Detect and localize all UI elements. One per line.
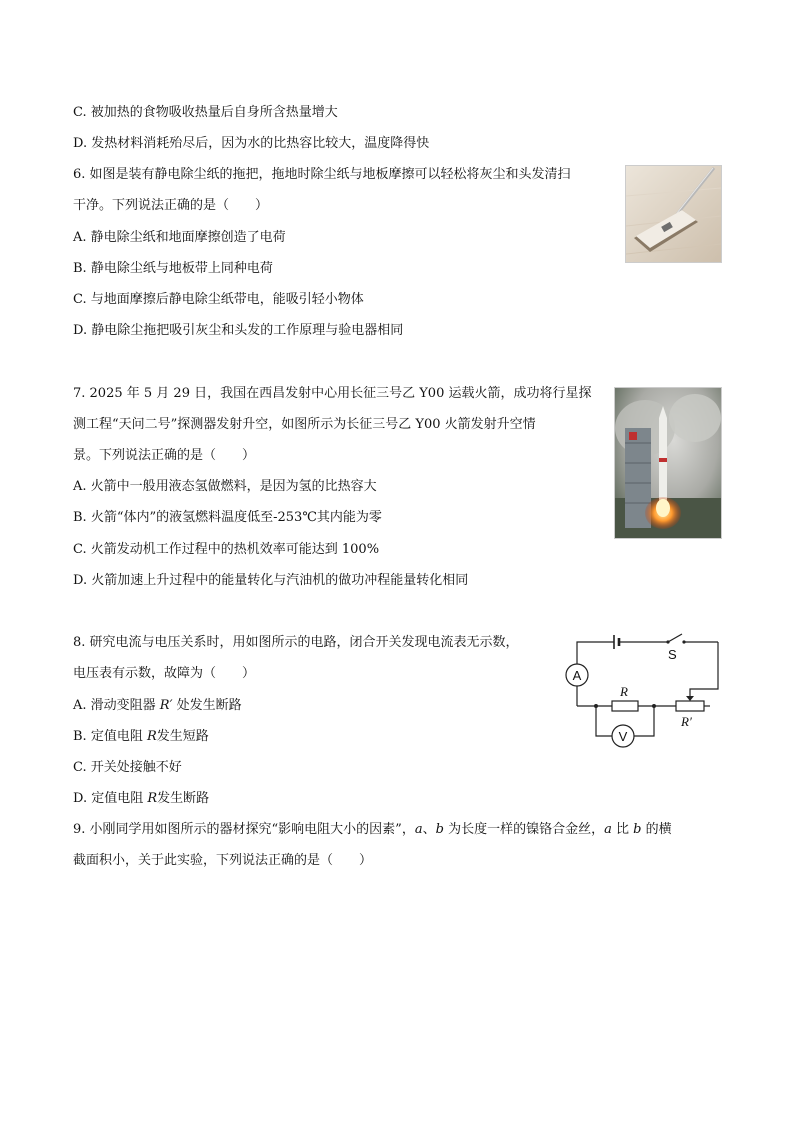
mop-photo <box>625 165 722 263</box>
q9-stem-line-2: 截面积小，关于此实验，下列说法正确的是（ ） <box>73 853 373 868</box>
switch-contact-right <box>682 640 685 643</box>
resistor-r-box <box>612 701 638 711</box>
q7-option-d: D. 火箭加速上升过程中的能量转化与汽油机的做功冲程能量转化相同 <box>73 573 469 588</box>
switch-label: S <box>668 647 677 662</box>
rheostat-label: R′ <box>681 714 692 729</box>
q6-stem-line-1: 6. 如图是装有静电除尘纸的拖把，拖地时除尘纸与地板摩擦可以轻松将灰尘和头发清扫 <box>73 167 571 182</box>
q5-option-c: C. 被加热的食物吸收热量后自身所含热量增大 <box>73 105 338 120</box>
ammeter-label: A <box>572 668 582 683</box>
wire-left-top <box>577 642 614 664</box>
rheostat-box <box>676 701 704 711</box>
q9-stem-line-1: 9. 小刚同学用如图所示的器材探究“影响电阻大小的因素”，a、b 为长度一样的镍铬合金丝，a 比 b 的横 <box>73 822 672 837</box>
q6-option-c: C. 与地面摩擦后静电除尘纸带电，能吸引轻小物体 <box>73 292 364 307</box>
wire-voltmeter-left <box>596 706 612 736</box>
rheostat-slider-arrow <box>686 696 694 701</box>
q6-option-d: D. 静电除尘拖把吸引灰尘和头发的工作原理与验电器相同 <box>73 323 404 338</box>
q6-option-b: B. 静电除尘纸与地板带上同种电荷 <box>73 261 273 276</box>
q8-option-a: A. 滑动变阻器 R′ 处发生断路 <box>73 698 242 713</box>
wire-right <box>690 642 718 698</box>
q8-stem-line-1: 8. 研究电流与电压关系时，用如图所示的电路，闭合开关发现电流表无示数， <box>73 635 519 650</box>
rocket-launch-photo <box>614 387 722 539</box>
switch-contact-left <box>666 640 669 643</box>
circuit-diagram <box>560 628 730 752</box>
q7-option-b: B. 火箭“体内”的液氢燃料温度低至-253℃其内能为零 <box>73 510 382 525</box>
resistor-label: R <box>620 684 628 699</box>
q8-option-d: D. 定值电阻 R发生断路 <box>73 791 210 806</box>
q7-stem-line-1: 7. 2025 年 5 月 29 日，我国在西昌发射中心用长征三号乙 Y00 运载火箭，成功将行星探 <box>73 386 592 401</box>
switch-blade <box>668 634 682 642</box>
junction-left <box>594 704 598 708</box>
q7-option-c: C. 火箭发动机工作过程中的热机效率可能达到 100% <box>73 542 380 557</box>
q6-option-a: A. 静电除尘纸和地面摩擦创造了电荷 <box>73 230 286 245</box>
q7-stem-line-2: 测工程“天问二号”探测器发射升空，如图所示为长征三号乙 Y00 火箭发射升空情 <box>73 417 536 432</box>
q8-stem-line-2: 电压表有示数，故障为（ ） <box>73 666 256 681</box>
q8-option-c: C. 开关处接触不好 <box>73 760 182 775</box>
q7-option-a: A. 火箭中一般用液态氢做燃料，是因为氢的比热容大 <box>73 479 377 494</box>
voltmeter-label: V <box>618 729 628 744</box>
q7-stem-line-3: 景。下列说法正确的是（ ） <box>73 448 256 463</box>
q6-stem-line-2: 干净。下列说法正确的是（ ） <box>73 198 269 213</box>
q8-option-b: B. 定值电阻 R发生短路 <box>73 729 209 744</box>
q5-option-d: D. 发热材料消耗殆尽后，因为水的比热容比较大，温度降得快 <box>73 136 430 151</box>
junction-right <box>652 704 656 708</box>
